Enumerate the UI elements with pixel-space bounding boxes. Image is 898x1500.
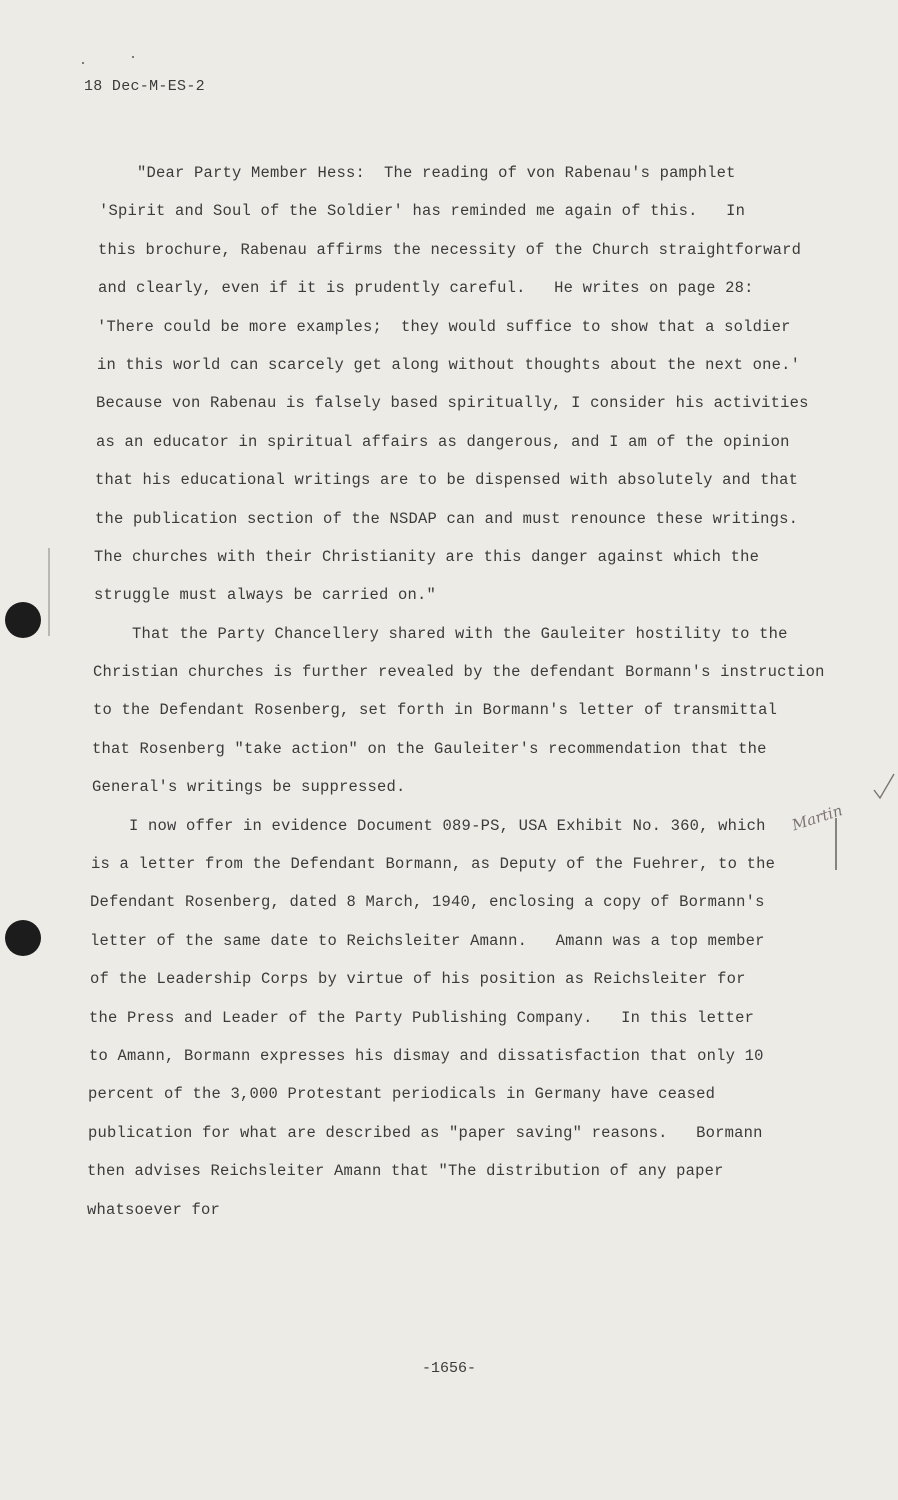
body-line: is a letter from the Defendant Bormann, as Deputy of the Fuehrer, to the xyxy=(72,855,776,874)
margin-note-text: Martin xyxy=(790,801,845,835)
body-line: that Rosenberg "take action" on the Gauleiter's recommendation that the xyxy=(73,739,767,758)
body-line: struggle must always be carried on." xyxy=(75,586,437,605)
body-line: 'There could be more examples; they would suffice to show that a soldier xyxy=(78,317,791,336)
body-line: That the Party Chancellery shared with the Gauleiter hostility to the xyxy=(75,624,788,643)
body-line: Defendant Rosenberg, dated 8 March, 1940, enclosing a copy of Bormann's xyxy=(71,893,765,912)
body-line: publication for what are described as "paper saving" reasons. Bormann xyxy=(69,1123,763,1142)
margin-pencil-line xyxy=(48,548,50,636)
body-line: the publication section of the NSDAP can and must renounce these writings. xyxy=(76,509,799,528)
ink-speck xyxy=(82,62,84,64)
body-line: "Dear Party Member Hess: The reading of von Rabenau's pamphlet xyxy=(80,164,736,182)
body-line: in this world can scarcely get along without thoughts about the next one.' xyxy=(78,355,801,374)
body-line: then advises Reichsleiter Amann that "The distribution of any paper xyxy=(68,1162,724,1181)
body-line: letter of the same date to Reichsleiter Amann. Amann was a top member xyxy=(71,931,765,950)
body-line: as an educator in spiritual affairs as dangerous, and I am of the opinion xyxy=(77,432,790,451)
body-line: and clearly, even if it is prudently careful. He writes on page 28: xyxy=(79,279,754,298)
ink-speck xyxy=(132,56,134,58)
handwritten-margin-note xyxy=(790,770,898,880)
body-line: Because von Rabenau is falsely based spiritually, I consider his activities xyxy=(77,394,809,413)
body-line: I now offer in evidence Document 089-PS, USA Exhibit No. 360, which xyxy=(72,816,766,835)
body-line: whatsoever for xyxy=(68,1200,221,1219)
punch-hole xyxy=(5,920,41,956)
typed-body-text xyxy=(66,154,836,1229)
body-line: of the Leadership Corps by virtue of his position as Reichsleiter for xyxy=(71,970,746,989)
body-line: to Amann, Bormann expresses his dismay and dissatisfaction that only 10 xyxy=(70,1046,764,1065)
body-line: The churches with their Christianity are this danger against which the xyxy=(75,547,760,566)
body-line: that his educational writings are to be dispensed with absolutely and that xyxy=(76,471,799,490)
document-reference: 18 Dec-M-ES-2 xyxy=(84,78,205,95)
body-line: General's writings be suppressed. xyxy=(73,778,406,797)
body-line: 'Spirit and Soul of the Soldier' has reminded me again of this. In xyxy=(80,202,746,221)
body-line: the Press and Leader of the Party Publishing Company. In this letter xyxy=(70,1008,755,1027)
body-line: Christian churches is further revealed by the defendant Bormann's instruction xyxy=(74,663,825,682)
body-line: percent of the 3,000 Protestant periodicals in Germany have ceased xyxy=(69,1085,716,1104)
body-line: this brochure, Rabenau affirms the necessity of the Church straightforward xyxy=(79,240,802,259)
punch-hole xyxy=(5,602,41,638)
body-line: to the Defendant Rosenberg, set forth in Bormann's letter of transmittal xyxy=(74,701,778,720)
checkmark-icon xyxy=(874,774,894,798)
page-number: -1656- xyxy=(421,1360,476,1377)
